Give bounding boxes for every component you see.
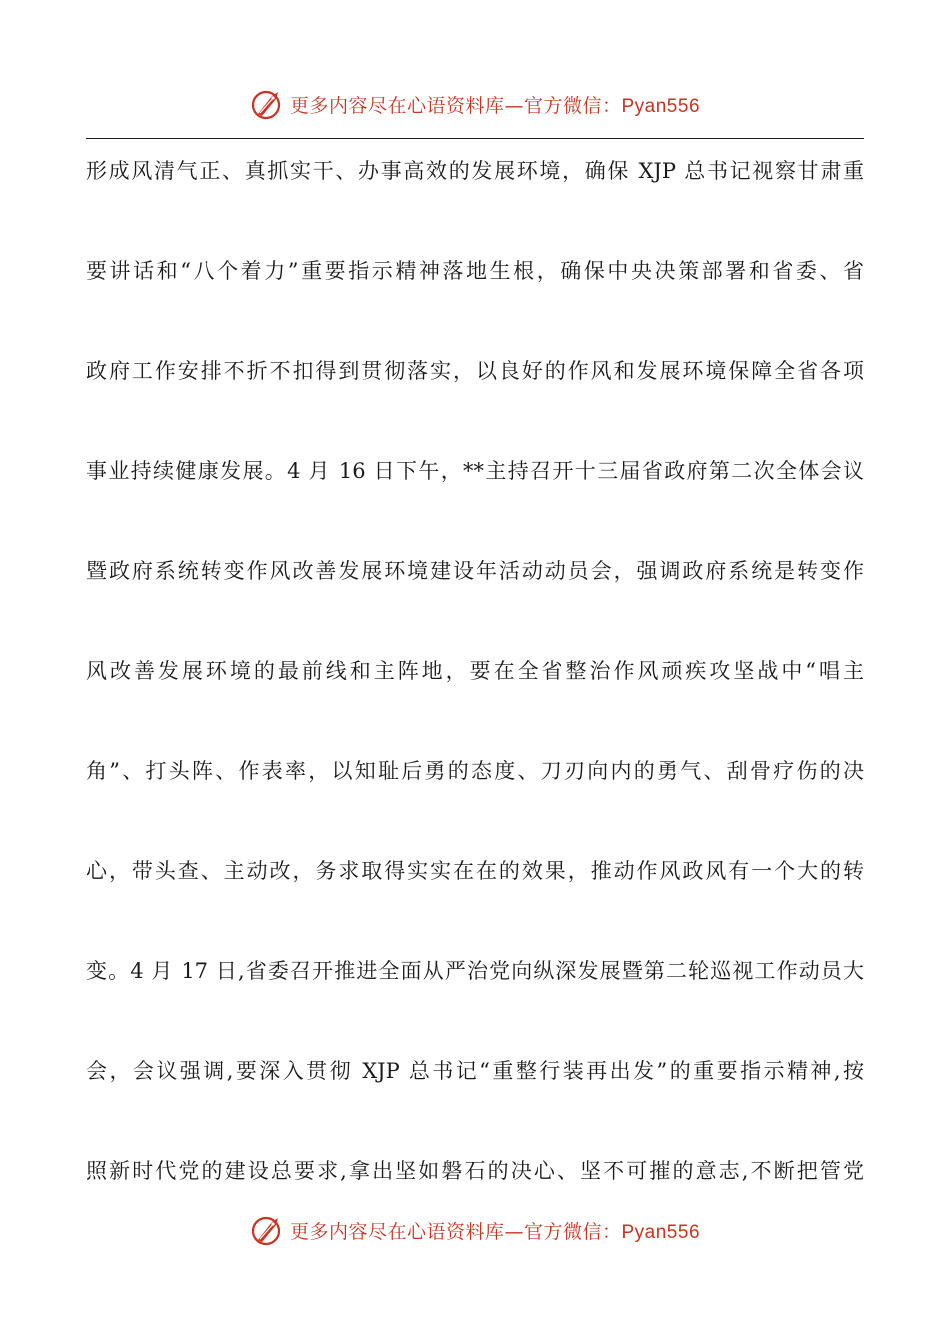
document-line: 心，带头查、主动改，务求取得实实在在的效果，推动作风政风有一个大的转: [86, 859, 864, 883]
document-line: 角”、打头阵、作表率，以知耻后勇的态度、刀刃向内的勇气、刮骨疗伤的决: [86, 759, 864, 783]
header-rule: [86, 138, 864, 139]
header-watermark-text: [290, 91, 700, 118]
document-line: 照新时代党的建设总要求,拿出坚如磐石的决心、坚不可摧的意志,不断把管党: [86, 1159, 864, 1183]
header-watermark-label: 更多内容尽在心语资料库—官方微信：: [289, 94, 622, 117]
footer-watermark-label: 更多内容尽在心语资料库—官方微信：: [289, 1220, 622, 1243]
footer-watermark: [0, 1208, 950, 1252]
document-body: [86, 145, 864, 1245]
document-line: 事业持续健康发展。4 月 16 日下午，**主持召开十三届省政府第二次全体会议: [86, 459, 864, 483]
document-line: 会，会议强调,要深入贯彻 XJP 总书记“重整行装再出发”的重要指示精神,按: [86, 1059, 864, 1083]
footer-watermark-text: [290, 1217, 700, 1244]
document-line: 变。4 月 17 日,省委召开推进全面从严治党向纵深发展暨第二轮巡视工作动员大: [86, 959, 864, 983]
document-line: 风改善发展环境的最前线和主阵地，要在全省整治作风顽疾攻坚战中“唱主: [86, 659, 864, 683]
document-line: 暨政府系统转变作风改善发展环境建设年活动动员会，强调政府系统是转变作: [86, 559, 864, 583]
pen-nib-logo-icon: [250, 86, 286, 122]
footer-watermark-handle: Pyan556: [621, 1221, 701, 1243]
document-line: 政府工作安排不折不扣得到贯彻落实，以良好的作风和发展环境保障全省各项: [86, 359, 864, 383]
document-line: 形成风清气正、真抓实干、办事高效的发展环境，确保 XJP 总书记视察甘肃重: [86, 159, 864, 183]
header-watermark-handle: Pyan556: [621, 95, 701, 117]
header-watermark: [0, 82, 950, 126]
pen-nib-logo-icon: [250, 1212, 286, 1248]
document-line: 要讲话和“八个着力”重要指示精神落地生根，确保中央决策部署和省委、省: [86, 259, 864, 283]
